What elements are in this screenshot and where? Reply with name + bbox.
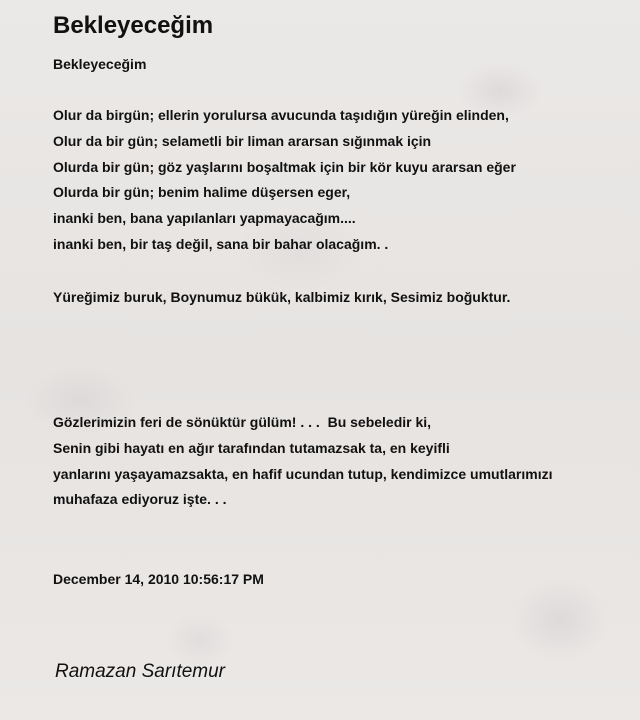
poem-line: Senin gibi hayatı en ağır tarafından tutamazsak ta, en keyifli xyxy=(53,439,450,456)
poem-stanza xyxy=(53,103,516,258)
poem-line: yanlarını yaşayamazsakta, en hafif ucundan tutup, kendimizce umutlarımızı xyxy=(53,465,553,482)
poem-line: inanki ben, bana yapılanları yapmayacağım.... xyxy=(53,210,356,227)
poem-author: Ramazan Sarıtemur xyxy=(55,661,226,682)
poem-line: Olur da bir gün; selametli bir liman ararsan sığınmak için xyxy=(53,132,432,149)
poem-line: muhafaza ediyoruz işte. . . xyxy=(53,491,227,508)
poem-line: Gözlerimizin feri de sönüktür gülüm! . . . Bu sebeledir ki, xyxy=(53,414,432,430)
poem-line: Yüreğimiz buruk, Boynumuz bükük, kalbimiz kırık, Sesimiz boğuktur. xyxy=(53,289,511,305)
poem-stanza xyxy=(53,285,510,311)
poem-stanza xyxy=(53,410,552,513)
poem-line: Olurda bir gün; benim halime düşersen eger, xyxy=(53,184,351,201)
poem-line: inanki ben, bir taş değil, sana bir bahar olacağım. . xyxy=(53,235,389,252)
poem-line: Olur da birgün; ellerin yorulursa avucunda taşıdığın yüreğin elinden, xyxy=(53,107,509,123)
poem-line: Olurda bir gün; göz yaşlarını boşaltmak için bir kör kuyu ararsan eğer xyxy=(53,158,516,175)
poem-subtitle: Bekleyeceğim xyxy=(53,56,147,72)
poem-title: Bekleyeceğim xyxy=(53,12,214,39)
poem-date: December 14, 2010 10:56:17 PM xyxy=(53,571,264,587)
